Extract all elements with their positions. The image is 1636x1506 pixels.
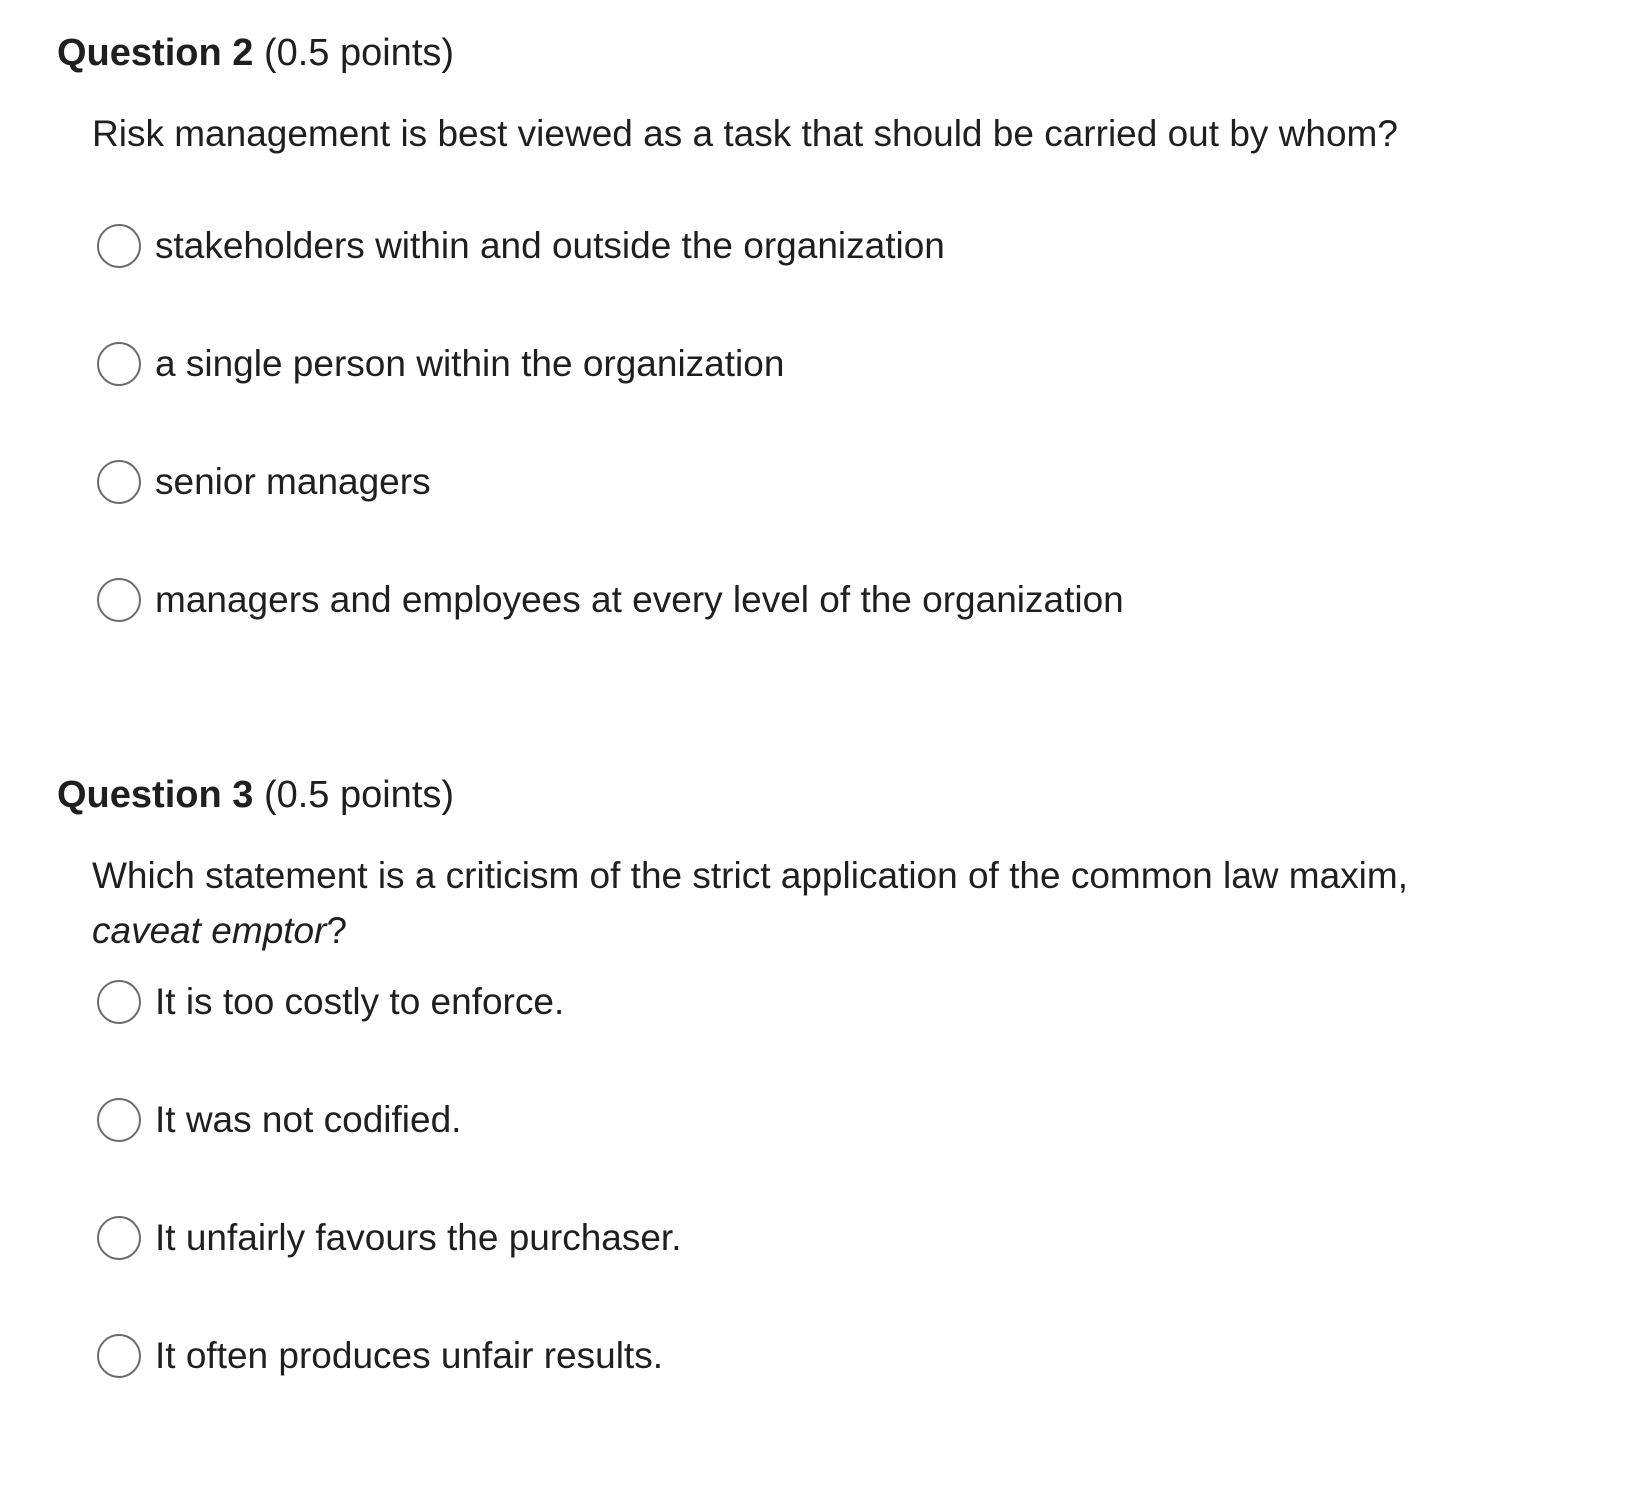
answer-option-1[interactable] — [97, 221, 945, 271]
answer-option-3[interactable] — [97, 457, 431, 507]
question-points: (0.5 points) — [263, 774, 455, 816]
prompt-end: ? — [326, 910, 348, 951]
radio-button[interactable] — [97, 224, 141, 268]
radio-button[interactable] — [97, 342, 141, 386]
answer-option-4[interactable] — [97, 575, 1124, 625]
question-points: (0.5 points) — [263, 32, 455, 74]
option-label[interactable]: It often produces unfair results. — [155, 1335, 663, 1376]
prompt-italic-term: caveat emptor — [92, 910, 327, 951]
radio-button[interactable] — [97, 1098, 141, 1142]
option-label[interactable]: managers and employees at every level of the organization — [155, 579, 1124, 620]
question-heading — [57, 30, 454, 76]
option-label[interactable]: It unfairly favours the purchaser. — [155, 1217, 682, 1258]
question-number: Question 2 — [57, 32, 254, 74]
answer-option-3[interactable] — [97, 1213, 682, 1263]
question-prompt: Risk management is best viewed as a task that should be carried out by whom? — [92, 113, 1398, 154]
answer-option-4[interactable] — [97, 1331, 663, 1381]
radio-button[interactable] — [97, 980, 141, 1024]
option-label[interactable]: a single person within the organization — [155, 343, 785, 384]
option-label[interactable]: It is too costly to enforce. — [155, 981, 565, 1022]
radio-button[interactable] — [97, 460, 141, 504]
option-label[interactable]: senior managers — [155, 461, 431, 502]
option-label[interactable]: stakeholders within and outside the organization — [155, 225, 945, 266]
option-label[interactable]: It was not codified. — [155, 1099, 462, 1140]
question-number: Question 3 — [57, 774, 254, 816]
question-heading — [57, 772, 454, 818]
prompt-text: Which statement is a criticism of the strict application of the common law maxim, — [92, 855, 1408, 896]
radio-button[interactable] — [97, 1334, 141, 1378]
answer-option-2[interactable] — [97, 1095, 461, 1145]
radio-button[interactable] — [97, 1216, 141, 1260]
radio-button[interactable] — [97, 578, 141, 622]
answer-option-1[interactable] — [97, 977, 564, 1027]
answer-option-2[interactable] — [97, 339, 784, 389]
question-prompt — [92, 848, 1562, 958]
